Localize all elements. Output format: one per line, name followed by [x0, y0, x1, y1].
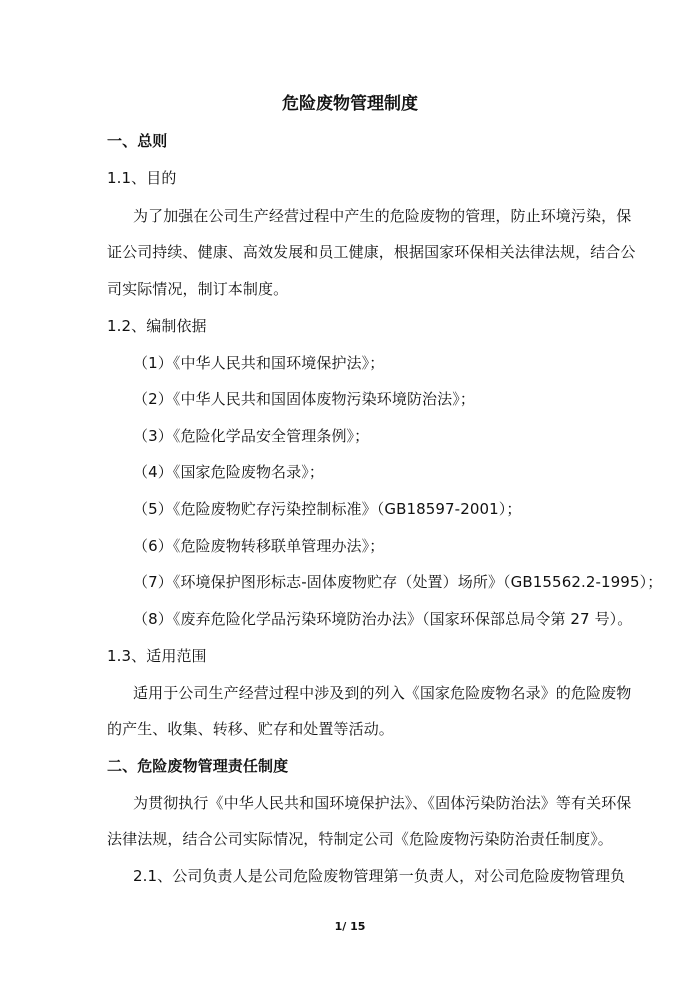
basis-item: （3）《危险化学品安全管理条例》；: [133, 427, 370, 445]
section-heading-general: 一、总则: [107, 132, 168, 150]
paragraph-line: 司实际情况，制订本制度。: [107, 280, 289, 298]
basis-item: （8）《废弃危险化学品污染环境防治办法》（国家环保部总局令第 27 号）。: [133, 610, 633, 628]
paragraph-line: 的产生、收集、转移、贮存和处置等活动。: [107, 720, 394, 738]
basis-item: （2）《中华人民共和国固体废物污染环境防治法》；: [133, 390, 475, 408]
paragraph-line: 为贯彻执行《中华人民共和国环境保护法》、《固体污染防治法》等有关环保: [133, 794, 632, 812]
basis-item: （5）《危险废物贮存污染控制标准》（GB18597-2001）；: [133, 500, 522, 518]
paragraph-line: 法律法规，结合公司实际情况，特制定公司《危险废物污染防治责任制度》。: [107, 830, 613, 848]
paragraph-line: 2.1、公司负责人是公司危险废物管理第一负责人，对公司危险废物管理负: [133, 867, 626, 885]
paragraph-line: 为了加强在公司生产经营过程中产生的危险废物的管理，防止环境污染，保: [133, 207, 632, 225]
basis-item: （1）《中华人民共和国环境保护法》；: [133, 354, 385, 372]
basis-item: （7）《环境保护图形标志-固体废物贮存（处置）场所》（GB15562.2-1995）；: [133, 573, 663, 591]
subsection-heading-basis: 1.2、编制依据: [107, 317, 207, 335]
basis-item: （6）《危险废物转移联单管理办法》；: [133, 537, 385, 555]
subsection-heading-purpose: 1.1、目的: [107, 169, 177, 187]
basis-item: （4）《国家危险废物名录》；: [133, 463, 324, 481]
paragraph-line: 适用于公司生产经营过程中涉及到的列入《国家危险废物名录》的危险废物: [133, 684, 632, 702]
paragraph-line: 证公司持续、健康、高效发展和员工健康，根据国家环保相关法律法规，结合公: [107, 243, 636, 261]
page-number: 1/ 15: [334, 920, 366, 933]
section-heading-responsibility: 二、危险废物管理责任制度: [107, 757, 289, 775]
subsection-heading-scope: 1.3、适用范围: [107, 647, 207, 665]
page-title: 危险废物管理制度: [282, 94, 418, 114]
